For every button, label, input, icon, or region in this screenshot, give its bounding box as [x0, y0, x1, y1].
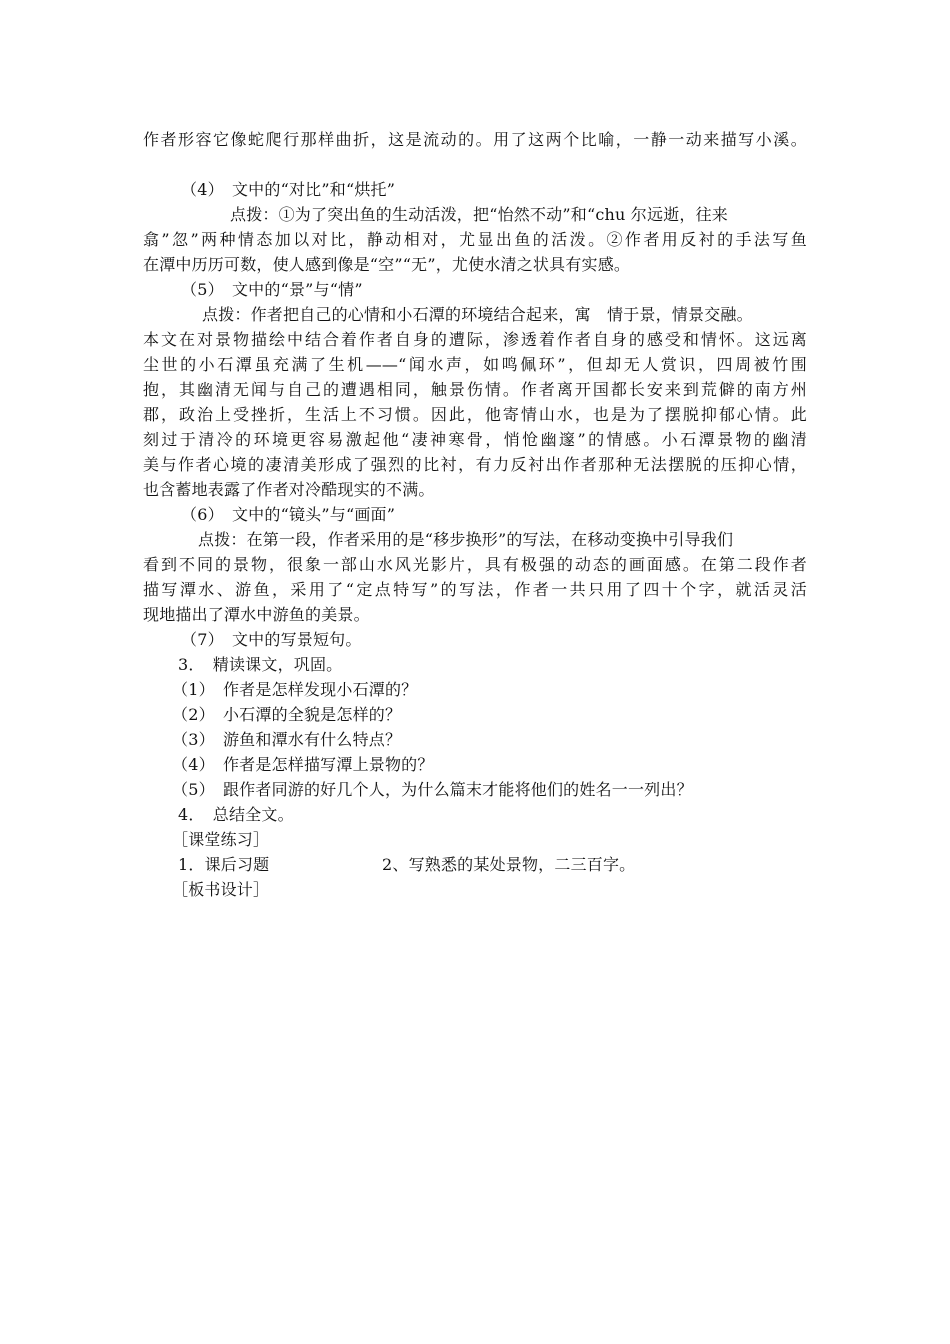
text-line: 美与作者心境的凄清美形成了强烈的比衬，有力反衬出作者那种无法摆脱的压抑心情， [143, 455, 807, 474]
text-line: 看到不同的景物，很象一部山水风光影片，具有极强的动态的画面感。在第二段作者 [143, 555, 807, 574]
exercise-item-2: 2、写熟悉的某处景物，二三百字。 [382, 855, 636, 874]
text-line: 点拨：①为了突出鱼的生动活泼，把“怡然不动”和“chu 尔远逝，往来 [230, 205, 728, 224]
subheading-scene-emotion: （5） 文中的“景”与“情” [181, 280, 363, 299]
classroom-exercise-heading: ［课堂练习］ [172, 830, 270, 849]
subheading-camera-picture: （6） 文中的“镜头”与“画面” [181, 505, 396, 524]
question-item: （3） 游鱼和潭水有什么特点？ [172, 730, 402, 749]
text-line: 尘世的小石潭虽充满了生机——“闻水声，如鸣佩环”，但却无人赏识，四周被竹围 [143, 355, 807, 374]
text-line: 刻过于清冷的环境更容易激起他“凄神寒骨，悄怆幽邃”的情感。小石潭景物的幽清 [143, 430, 807, 449]
text-line: 描写潭水、游鱼，采用了“定点特写”的写法，作者一共只用了四十个字，就活灵活 [143, 580, 807, 599]
question-item: （1） 作者是怎样发现小石潭的？ [172, 680, 418, 699]
question-item: （5） 跟作者同游的好几个人，为什么篇末才能将他们的姓名一一列出？ [172, 780, 693, 799]
section-heading: 4． 总结全文。 [178, 805, 294, 824]
exercise-line [178, 855, 818, 875]
question-item: （2） 小石潭的全貌是怎样的？ [172, 705, 402, 724]
text-line: 点拨：作者把自己的心情和小石潭的环境结合起来，寓 情于景，情景交融。 [202, 305, 753, 324]
subheading-short-sentences: （7） 文中的写景短句。 [181, 630, 362, 649]
exercise-item-1: 1．课后习题 [178, 855, 270, 874]
text-line: 翕”忽”两种情态加以对比，静动相对，尤显出鱼的活泼。②作者用反衬的手法写鱼 [143, 230, 807, 249]
text-line: 点拨：在第一段，作者采用的是“移步换形”的写法，在移动变换中引导我们 [198, 530, 734, 549]
text-line: 抱，其幽清无闻与自己的遭遇相同，触景伤情。作者离开国都长安来到荒僻的南方州 [143, 380, 807, 399]
subheading-comparison: （4） 文中的“对比”和“烘托” [181, 180, 396, 199]
text-line: 现地描出了潭水中游鱼的美景。 [143, 605, 370, 624]
text-line: 郡，政治上受挫折，生活上不习惯。因此，他寄情山水，也是为了摆脱抑郁心情。此 [143, 405, 807, 424]
question-item: （4） 作者是怎样描写潭上景物的？ [172, 755, 434, 774]
text-line: 在潭中历历可数，使人感到像是“空”“无”，尤使水清之状具有实感。 [143, 255, 631, 274]
text-line: 也含蓄地表露了作者对冷酷现实的不满。 [143, 480, 435, 499]
board-design-heading: ［板书设计］ [172, 880, 270, 899]
text-line: 作者形容它像蛇爬行那样曲折，这是流动的。用了这两个比喻，一静一动来描写小溪。 [143, 130, 807, 149]
text-line: 本文在对景物描绘中结合着作者自身的遭际，渗透着作者自身的感受和情怀。这远离 [143, 330, 807, 349]
section-heading: 3． 精读课文，巩固。 [178, 655, 343, 674]
